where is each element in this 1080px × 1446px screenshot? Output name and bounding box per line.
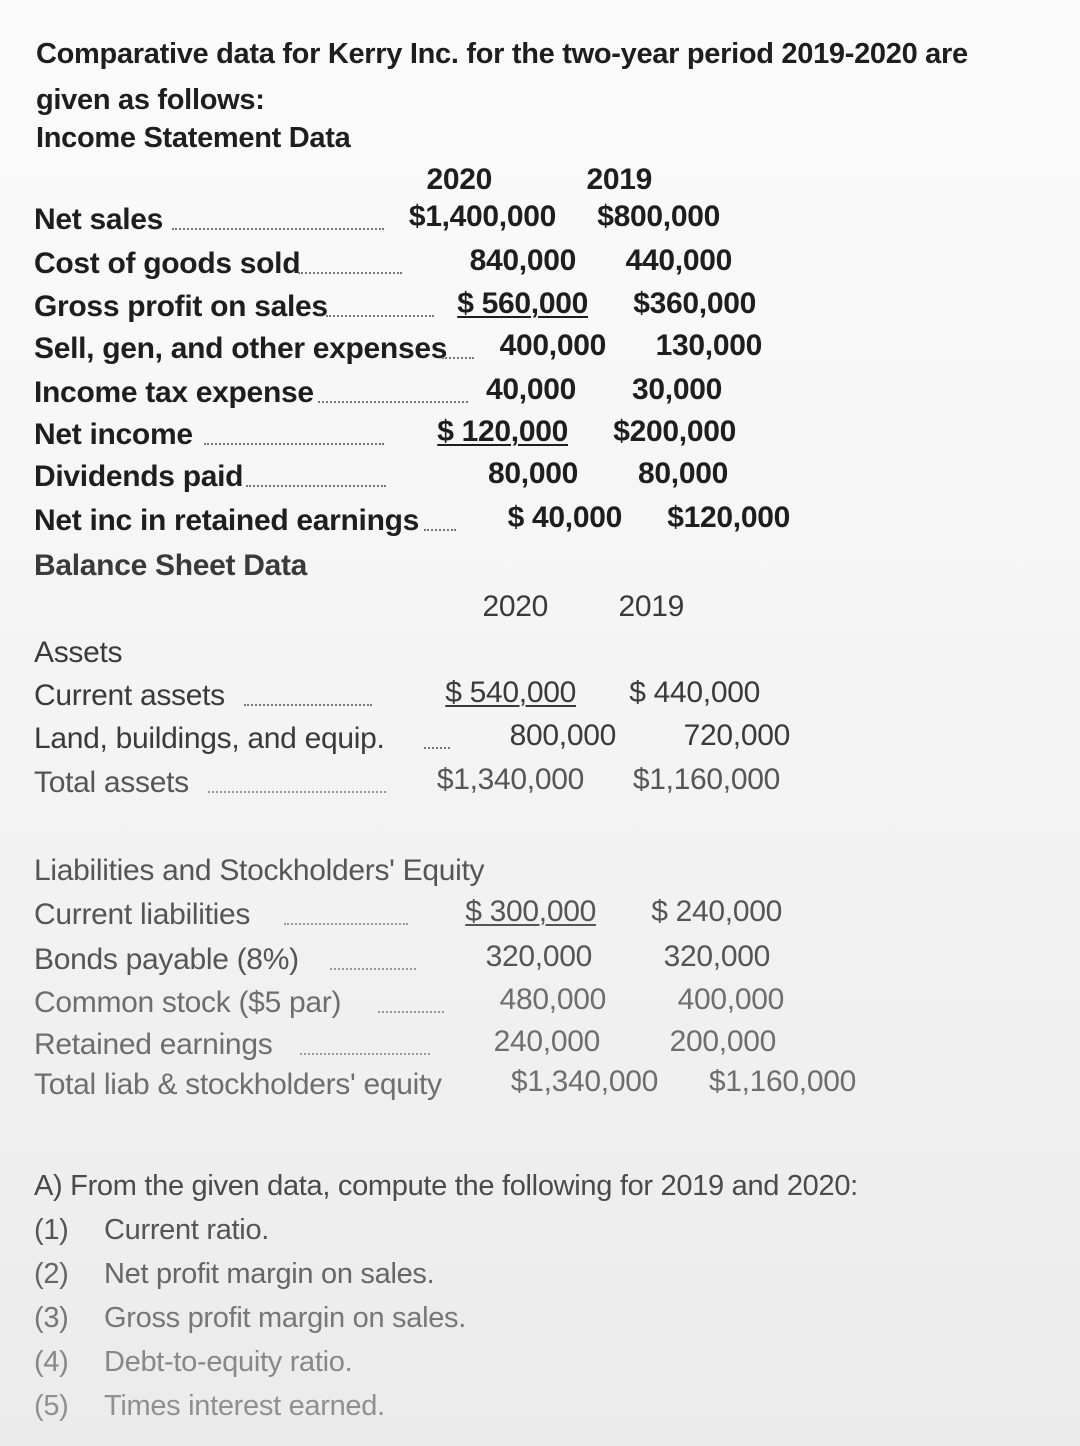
is-net-sales-2019: $800,000 (597, 200, 720, 233)
intro-line-1: Comparative data for Kerry Inc. for the two-year period 2019-2020 are (36, 38, 968, 70)
bs-total-assets-2019: $1,160,000 (632, 763, 780, 796)
bs-label-total-assets: Total assets (34, 766, 189, 799)
is-label-dividends: Dividends paid (34, 460, 244, 493)
balance-sheet-title: Balance Sheet Data (34, 549, 308, 582)
liabilities-heading: Liabilities and Stockholders' Equity (34, 854, 485, 887)
question-item-text: Times interest earned. (104, 1390, 385, 1422)
leader-dots (208, 791, 386, 793)
question-item-number: (2) (34, 1258, 69, 1290)
bs-current-assets-2020: $ 540,000 (445, 676, 576, 709)
is-cogs-2019: 440,000 (625, 244, 732, 277)
is-dividends-2019: 80,000 (638, 457, 728, 490)
is-cogs-2020: 840,000 (469, 244, 576, 277)
is-net-inc-re-2019: $120,000 (667, 501, 790, 534)
question-item-number: (5) (34, 1390, 69, 1422)
leader-dots (284, 923, 408, 925)
bs-land-2020: 800,000 (509, 719, 616, 752)
is-income-tax-2019: 30,000 (632, 373, 722, 406)
is-gross-profit-2019: $360,000 (633, 287, 756, 320)
bs-total-liab-equity-2019: $1,160,000 (708, 1065, 856, 1098)
leader-dots (424, 747, 450, 749)
question-item-text: Gross profit margin on sales. (104, 1302, 466, 1334)
bs-land-2019: 720,000 (683, 719, 790, 752)
is-label-cogs: Cost of goods sold (34, 247, 301, 280)
bs-common-stock-2020: 480,000 (499, 983, 606, 1016)
leader-dots (300, 1053, 430, 1055)
bs-total-assets-2020: $1,340,000 (436, 763, 584, 796)
bs-label-current-liabilities: Current liabilities (34, 898, 251, 931)
is-label-income-tax: Income tax expense (34, 376, 314, 409)
is-dividends-2020: 80,000 (488, 457, 578, 490)
is-income-tax-2020: 40,000 (486, 373, 576, 406)
income-statement-title: Income Statement Data (36, 122, 351, 154)
leader-dots (330, 968, 416, 970)
is-label-net-inc-re: Net inc in retained earnings (34, 504, 420, 537)
bs-label-common-stock: Common stock ($5 par) (34, 986, 342, 1019)
is-net-income-2019: $200,000 (613, 415, 736, 448)
bs-label-bonds-payable: Bonds payable (8%) (34, 943, 299, 976)
assets-heading: Assets (34, 636, 123, 669)
is-sga-2019: 130,000 (655, 329, 762, 362)
bs-total-liab-equity-2020: $1,340,000 (510, 1065, 658, 1098)
bs-year-2019: 2019 (618, 590, 684, 623)
question-item-number: (4) (34, 1346, 69, 1378)
leader-dots (244, 704, 372, 706)
question-item-number: (1) (34, 1214, 69, 1246)
bs-retained-earnings-2020: 240,000 (493, 1025, 600, 1058)
leader-dots (172, 228, 384, 230)
bs-retained-earnings-2019: 200,000 (669, 1025, 776, 1058)
intro-line-2: given as follows: (36, 84, 265, 116)
is-sga-2020: 400,000 (499, 329, 606, 362)
bs-bonds-payable-2020: 320,000 (485, 940, 592, 973)
question-prompt: A) From the given data, compute the following for 2019 and 2020: (34, 1170, 858, 1202)
question-item-text: Net profit margin on sales. (104, 1258, 435, 1290)
bs-label-land: Land, buildings, and equip. (34, 722, 385, 755)
bs-bonds-payable-2019: 320,000 (663, 940, 770, 973)
is-year-2020: 2020 (426, 163, 492, 196)
is-net-sales-2020: $1,400,000 (408, 200, 556, 233)
question-item-number: (3) (34, 1302, 69, 1334)
leader-dots (246, 485, 386, 487)
leader-dots (424, 529, 456, 531)
is-label-sga: Sell, gen, and other expenses (34, 332, 448, 365)
bs-common-stock-2019: 400,000 (677, 983, 784, 1016)
leader-dots (298, 272, 402, 274)
is-year-2019: 2019 (586, 163, 652, 196)
is-label-gross-profit: Gross profit on sales (34, 290, 328, 323)
bs-current-assets-2019: $ 440,000 (629, 676, 760, 709)
question-item-text: Current ratio. (104, 1214, 270, 1246)
is-label-net-income: Net income (34, 418, 193, 451)
leader-dots (326, 315, 434, 317)
is-gross-profit-2020: $ 560,000 (457, 287, 588, 320)
is-net-inc-re-2020: $ 40,000 (507, 501, 622, 534)
question-item-text: Debt-to-equity ratio. (104, 1346, 353, 1378)
bs-year-2020: 2020 (482, 590, 548, 623)
leader-dots (318, 401, 468, 403)
bs-label-total-liab-equity: Total liab & stockholders' equity (34, 1068, 442, 1101)
is-label-net-sales: Net sales (34, 203, 164, 236)
leader-dots (204, 443, 384, 445)
leader-dots (378, 1011, 444, 1013)
bs-current-liabilities-2019: $ 240,000 (651, 895, 782, 928)
bs-current-liabilities-2020: $ 300,000 (465, 895, 596, 928)
bs-label-retained-earnings: Retained earnings (34, 1028, 273, 1061)
bs-label-current-assets: Current assets (34, 679, 225, 712)
is-net-income-2020: $ 120,000 (437, 415, 568, 448)
